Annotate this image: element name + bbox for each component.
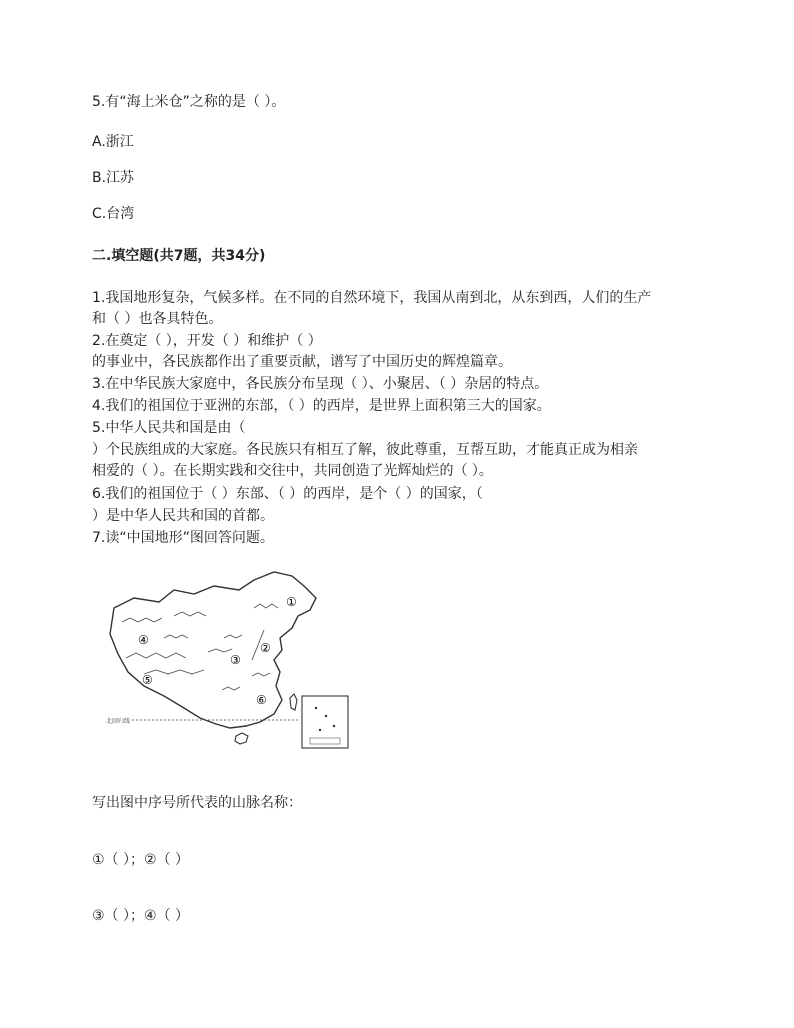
fill-line-6: 4.我们的祖国位于亚洲的东部，（ ）的西岸，是世界上面积第三大的国家。 [92,398,551,414]
china-terrain-map [104,568,350,754]
fill-line-12: 7.读“中国地形”图回答问题。 [92,530,274,546]
question-5: 5.有“海上米仓”之称的是（ ）。 [92,94,286,110]
fill-line-3: 2.在奠定（ ），开发（ ）和维护（ ） [92,333,322,349]
fill-line-7: 5.中华人民共和国是由（ [92,420,246,436]
fill-line-10: 6.我们的祖国位于（ ）东部、（ ）的西岸，是个（ ）的国家，（ [92,486,483,502]
map-label-1: ① [286,595,297,609]
fill-line-5: 3.在中华民族大家庭中，各民族分布呈现（ ）、小聚居、（ ）杂居的特点。 [92,376,549,392]
option-a: A.浙江 [92,134,134,150]
fill-line-11: ）是中华人民共和国的首都。 [92,508,274,524]
fill-line-2: 和（ ）也各具特色。 [92,311,223,327]
option-c: C.台湾 [92,206,135,222]
fill-line-8: ）个民族组成的大家庭。各民族只有相互了解，彼此尊重，互帮互助，才能真正成为相亲 [92,442,638,458]
fill-line-1: 1.我国地形复杂，气候多样。在不同的自然环境下，我国从南到北，从东到西，人们的生产 [92,290,652,306]
answer-row-2: ③（ ）；④（ ） [92,908,190,924]
section-heading: 二.填空题(共7题，共34分) [92,248,266,264]
fill-line-4: 的事业中，各民族都作出了重要贡献，谱写了中国历史的辉煌篇章。 [92,354,512,370]
fill-line-9: 相爱的（ ）。在长期实践和交往中，共同创造了光辉灿烂的（ ）。 [92,463,493,479]
map-label-2: ② [260,641,271,655]
map-prompt: 写出图中序号所代表的山脉名称： [92,795,302,811]
tropic-label: 北回归线 [106,718,131,725]
map-label-4: ④ [138,633,149,647]
answer-row-1: ①（ ）；②（ ） [92,852,190,868]
map-label-5: ⑤ [142,673,153,687]
map-label-3: ③ [230,653,241,667]
option-b: B.江苏 [92,170,135,186]
map-label-6: ⑥ [256,693,267,707]
